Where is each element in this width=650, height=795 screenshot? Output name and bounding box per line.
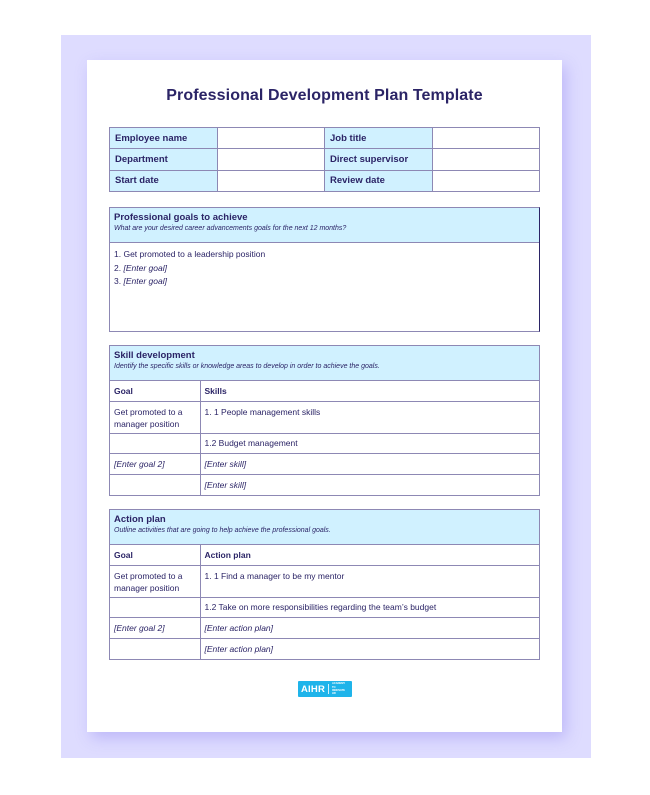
review-date-label: Review date <box>325 170 433 191</box>
direct-supervisor-field[interactable] <box>432 149 540 170</box>
column-header-goal: Goal <box>110 381 200 401</box>
table-row <box>110 597 539 618</box>
info-row <box>110 128 540 149</box>
goal-cell[interactable]: [Enter goal 2] <box>110 454 200 475</box>
section-subheading: What are your desired career advancements goals for the next 12 months? <box>114 225 347 232</box>
section-header <box>110 346 539 381</box>
action-plan-table <box>110 545 539 659</box>
goals-list[interactable] <box>110 243 539 294</box>
employee-info-table <box>109 127 540 192</box>
page-title: Professional Development Plan Template <box>166 87 483 104</box>
action-cell[interactable]: [Enter action plan] <box>200 638 539 659</box>
logo-tagline-line: INNOVATE HR <box>332 689 346 696</box>
goal-number: 1. <box>114 249 122 259</box>
skills-table <box>110 381 539 495</box>
job-title-label: Job title <box>325 128 433 149</box>
employee-name-field[interactable] <box>217 128 325 149</box>
column-header-goal: Goal <box>110 545 200 565</box>
table-header-row <box>110 381 539 401</box>
logo-divider <box>328 684 329 694</box>
goal-cell[interactable] <box>110 597 200 618</box>
table-row <box>110 454 539 475</box>
info-row <box>110 149 540 170</box>
start-date-field[interactable] <box>217 170 325 191</box>
goal-cell[interactable] <box>110 433 200 454</box>
section-subheading: Outline activities that are going to help achieve the professional goals. <box>114 527 331 534</box>
table-row <box>110 433 539 454</box>
aihr-logo <box>298 681 352 697</box>
goal-text: Get promoted to a leadership position <box>123 249 266 259</box>
skill-development-section <box>109 345 540 496</box>
goal-item <box>114 262 535 276</box>
logo-tagline <box>332 682 349 695</box>
section-header <box>110 510 539 545</box>
column-header-skills: Skills <box>204 385 227 396</box>
employee-name-label: Employee name <box>110 128 218 149</box>
skill-cell[interactable]: 1.2 Budget management <box>200 433 539 454</box>
goal-item <box>114 275 535 289</box>
professional-goals-section <box>109 207 540 332</box>
goal-cell[interactable]: [Enter goal 2] <box>110 618 200 639</box>
document-page <box>87 60 562 732</box>
table-row <box>110 638 539 659</box>
direct-supervisor-label: Direct supervisor <box>325 149 433 170</box>
section-heading: Professional goals to achieve <box>114 212 248 223</box>
goal-cell[interactable]: Get promoted to a manager position <box>110 401 200 433</box>
review-date-field[interactable] <box>432 170 540 191</box>
goal-placeholder: [Enter goal] <box>123 276 167 286</box>
section-heading: Action plan <box>114 514 166 525</box>
skill-cell[interactable]: 1. 1 People management skills <box>200 401 539 433</box>
logo-wordmark: AIHR <box>301 683 326 695</box>
action-cell[interactable]: 1.2 Take on more responsibilities regarding the team’s budget <box>200 597 539 618</box>
logo-tagline-line: ACADEMY TO <box>332 682 346 689</box>
section-heading: Skill development <box>114 350 195 361</box>
goal-cell[interactable] <box>110 474 200 495</box>
goal-item <box>114 248 535 262</box>
table-row <box>110 565 539 597</box>
section-header <box>110 208 539 243</box>
department-field[interactable] <box>217 149 325 170</box>
skill-cell[interactable]: [Enter skill] <box>200 474 539 495</box>
action-cell[interactable]: 1. 1 Find a manager to be my mentor <box>200 565 539 597</box>
department-label: Department <box>110 149 218 170</box>
goal-cell[interactable]: Get promoted to a manager position <box>110 565 200 597</box>
column-header-action-plan: Action plan <box>204 549 251 560</box>
table-row <box>110 401 539 433</box>
skill-cell[interactable]: [Enter skill] <box>200 454 539 475</box>
action-plan-section <box>109 509 540 660</box>
start-date-label: Start date <box>110 170 218 191</box>
action-cell[interactable]: [Enter action plan] <box>200 618 539 639</box>
table-header-row <box>110 545 539 565</box>
goal-cell[interactable] <box>110 638 200 659</box>
goal-number: 3. <box>114 276 122 286</box>
table-row <box>110 618 539 639</box>
section-subheading: Identify the specific skills or knowledge areas to develop in order to achieve the goals. <box>114 363 380 370</box>
table-row <box>110 474 539 495</box>
info-row <box>110 170 540 191</box>
goal-number: 2. <box>114 262 122 273</box>
goal-placeholder: [Enter goal] <box>123 262 167 273</box>
job-title-field[interactable] <box>432 128 540 149</box>
